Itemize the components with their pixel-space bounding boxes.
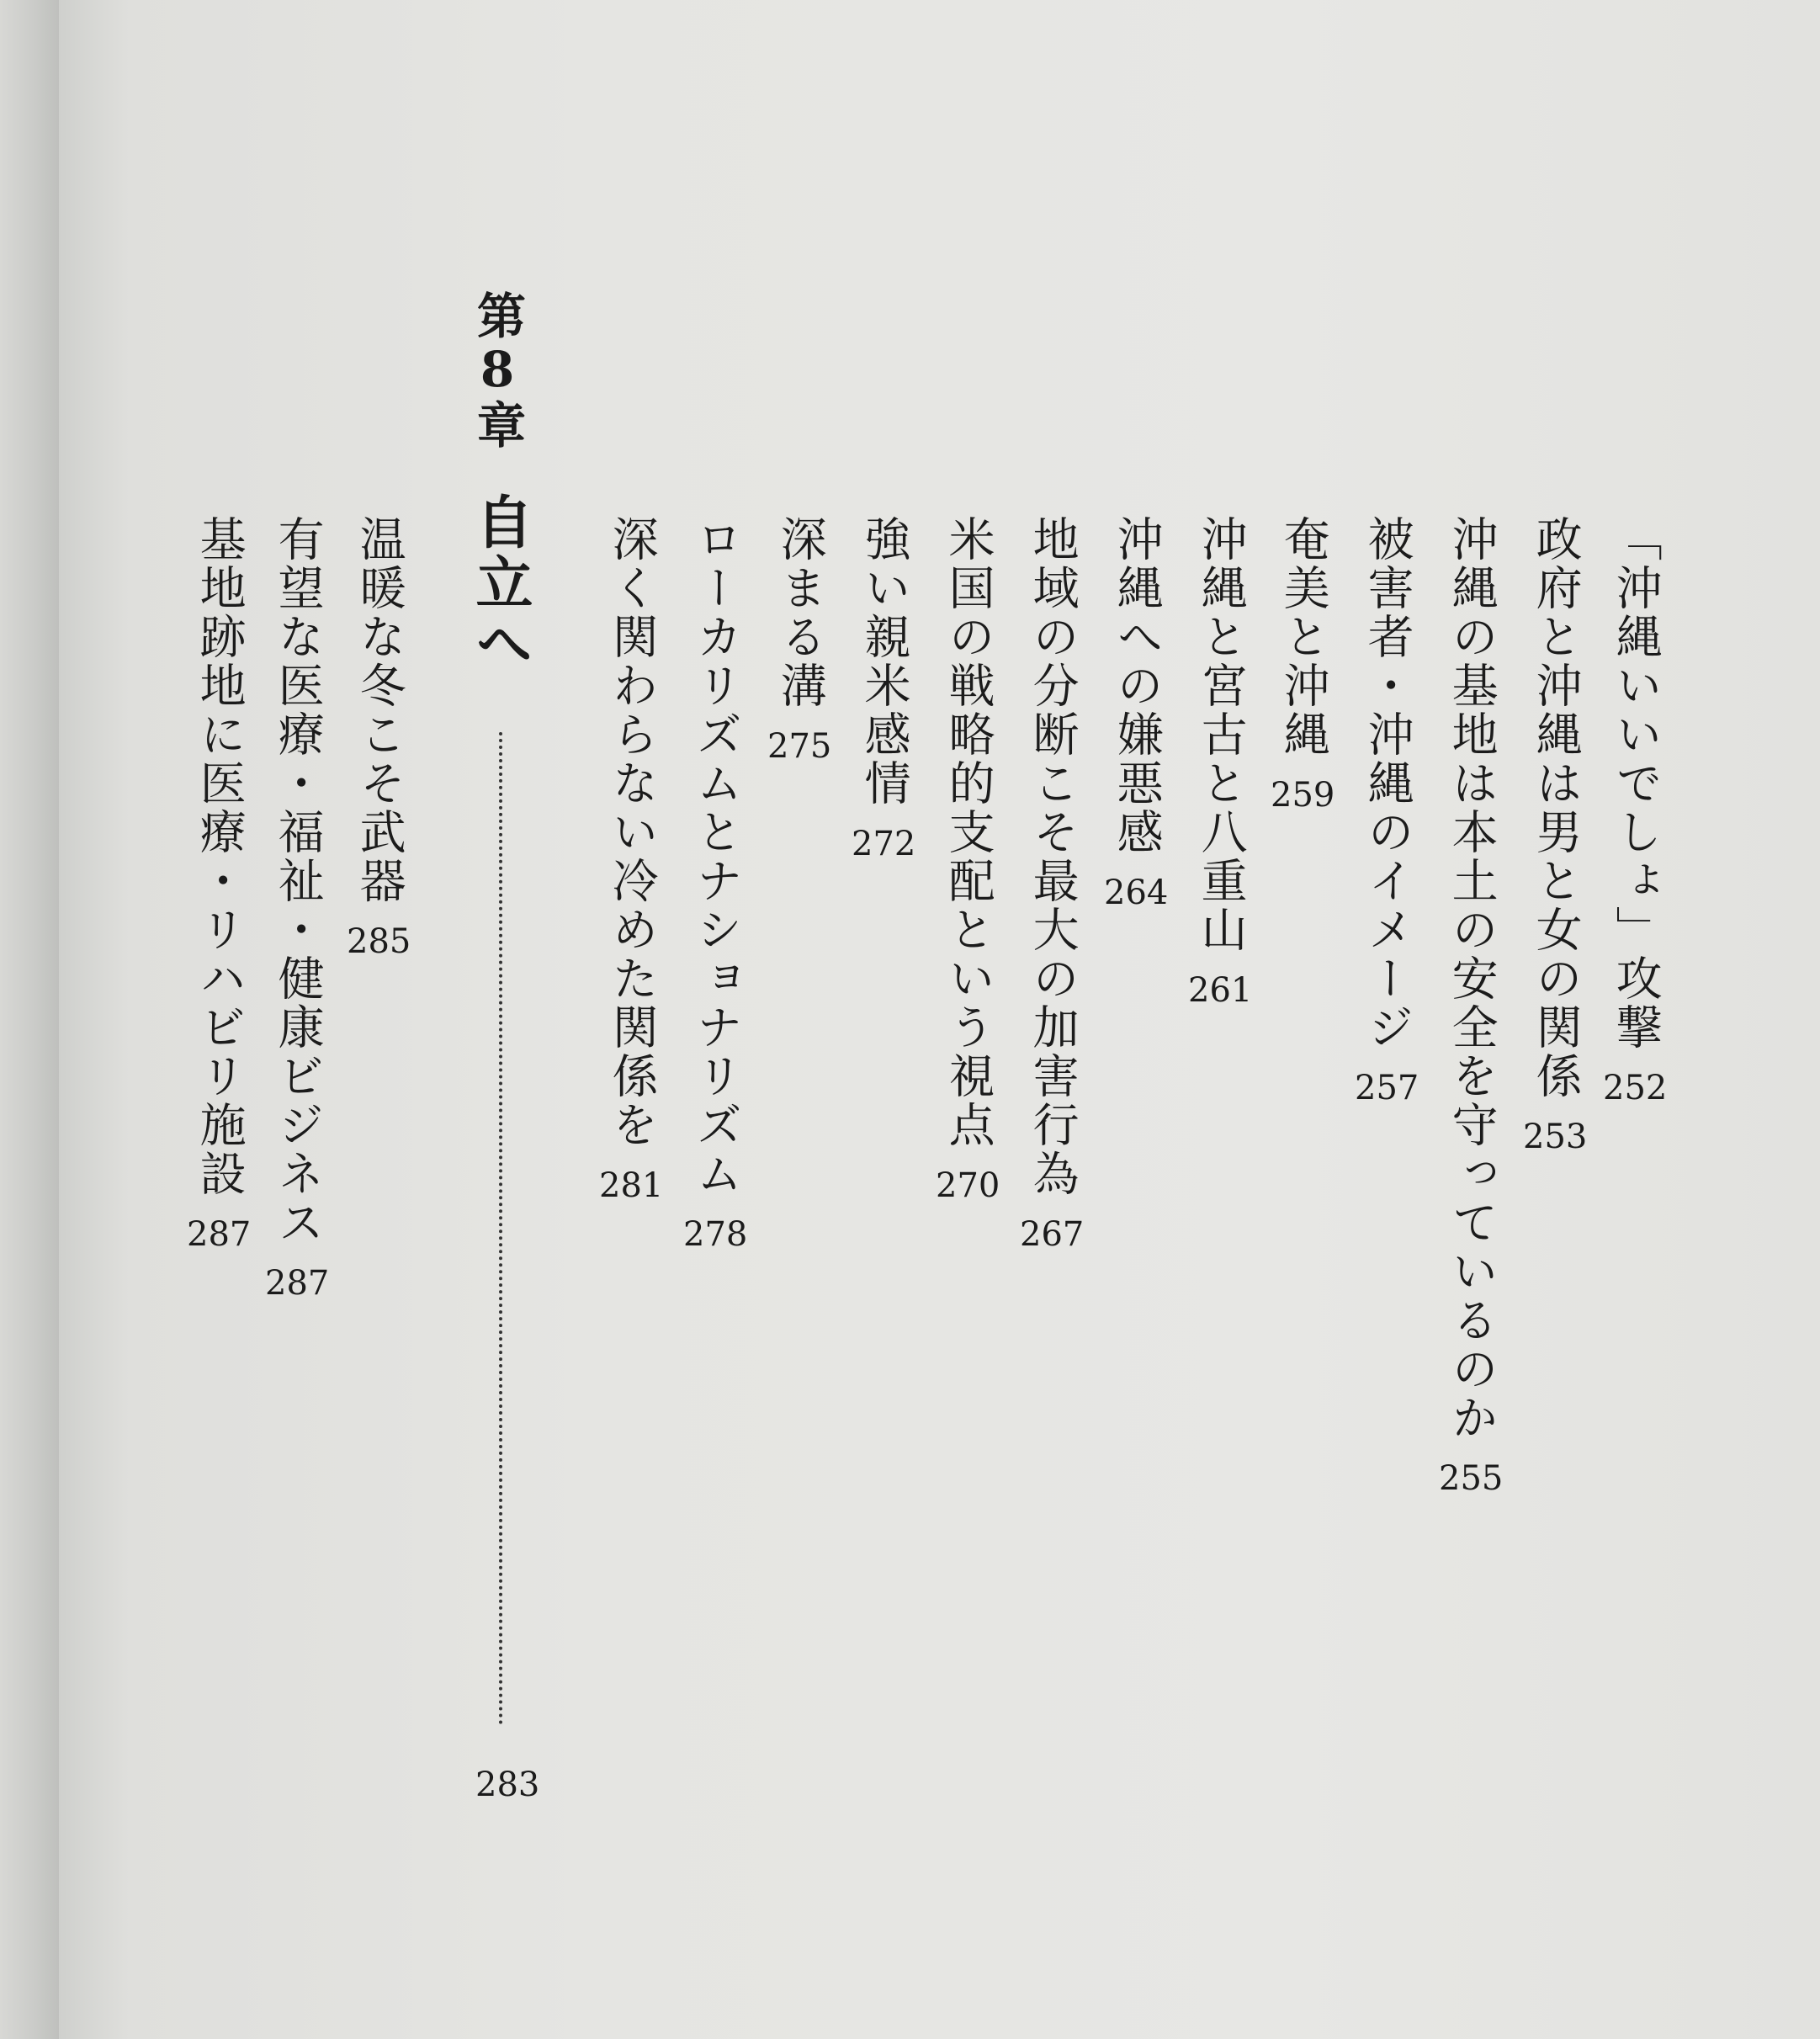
toc-entry-page: 252 bbox=[1603, 1069, 1668, 1107]
toc-entry-page: 278 bbox=[683, 1215, 748, 1254]
toc-entry-page: 255 bbox=[1439, 1459, 1504, 1498]
toc-entry[interactable] bbox=[187, 515, 251, 1254]
toc-entry[interactable] bbox=[347, 515, 411, 961]
toc-entry-title: 政府と沖縄は男と女の関係 bbox=[1528, 515, 1583, 1101]
toc-entry[interactable] bbox=[852, 515, 915, 863]
toc-entry-page: 259 bbox=[1271, 776, 1335, 815]
toc-entry[interactable] bbox=[936, 515, 1000, 1205]
toc-entry-title: 米国の戦略的支配という視点 bbox=[941, 515, 995, 1150]
toc-entry[interactable] bbox=[1355, 515, 1419, 1107]
toc-entry[interactable] bbox=[1188, 515, 1252, 1010]
toc-entry-page: 267 bbox=[1020, 1215, 1085, 1254]
toc-entry-title: 沖縄への嫌悪感 bbox=[1109, 515, 1164, 857]
toc-entry[interactable] bbox=[1020, 515, 1084, 1254]
toc-entry-title: ローカリズムとナショナリズム bbox=[688, 515, 743, 1198]
toc-entry-title: 深まる溝 bbox=[772, 515, 827, 710]
toc-entry[interactable] bbox=[1603, 515, 1667, 1107]
toc-entry[interactable] bbox=[599, 515, 663, 1205]
toc-entry-title: 沖縄の基地は本土の安全を守っているのか bbox=[1444, 515, 1499, 1442]
toc-entry-page: 275 bbox=[767, 727, 832, 766]
toc-entry-page: 253 bbox=[1523, 1118, 1588, 1156]
toc-entry-page: 264 bbox=[1104, 873, 1169, 912]
toc-entry-title: 温暖な冬こそ武器 bbox=[352, 515, 406, 905]
toc-entry-title: 基地跡地に医療・リハビリ施設 bbox=[192, 515, 247, 1198]
chapter-leader-dots bbox=[499, 732, 502, 1725]
toc-entry-page: 257 bbox=[1355, 1069, 1419, 1107]
toc-entry-page: 287 bbox=[265, 1264, 330, 1303]
toc-entry[interactable] bbox=[1523, 515, 1587, 1156]
toc-entry-page: 270 bbox=[936, 1166, 1000, 1205]
toc-entry-title: 被害者・沖縄のイメージ bbox=[1360, 515, 1414, 1052]
toc-entry-title: 有望な医療・福祉・健康ビジネス bbox=[270, 515, 325, 1247]
toc-entry-page: 281 bbox=[599, 1166, 664, 1205]
toc-entry-page: 285 bbox=[347, 922, 411, 961]
toc-entry-page: 261 bbox=[1188, 971, 1253, 1010]
toc-entry[interactable] bbox=[265, 515, 329, 1303]
toc-entry-title: 奄美と沖縄 bbox=[1276, 515, 1330, 759]
bleed-through-mark bbox=[896, 286, 981, 345]
toc-entry-title: 「沖縄いいでしょ」攻撃 bbox=[1608, 515, 1663, 1052]
toc-entry[interactable] bbox=[1271, 515, 1334, 815]
toc-entry-title: 深く関わらない冷めた関係を bbox=[604, 515, 659, 1150]
toc-entry-title: 強い親米感情 bbox=[857, 515, 911, 808]
toc-entry-page: 272 bbox=[852, 825, 916, 863]
toc-entry[interactable] bbox=[1439, 515, 1503, 1498]
toc-entry[interactable] bbox=[1104, 515, 1168, 912]
chapter-page-number: 283 bbox=[475, 1766, 540, 1804]
toc-entry-title: 地域の分断こそ最大の加害行為 bbox=[1025, 515, 1080, 1198]
toc-entry-page: 287 bbox=[187, 1215, 252, 1254]
toc-entry[interactable] bbox=[683, 515, 747, 1254]
toc-entry[interactable] bbox=[767, 515, 831, 766]
chapter-label: 第8章 bbox=[469, 290, 526, 450]
toc-entry-title: 沖縄と宮古と八重山 bbox=[1193, 515, 1248, 954]
book-gutter bbox=[0, 0, 59, 2039]
chapter-title[interactable]: 自立へ bbox=[466, 492, 533, 674]
